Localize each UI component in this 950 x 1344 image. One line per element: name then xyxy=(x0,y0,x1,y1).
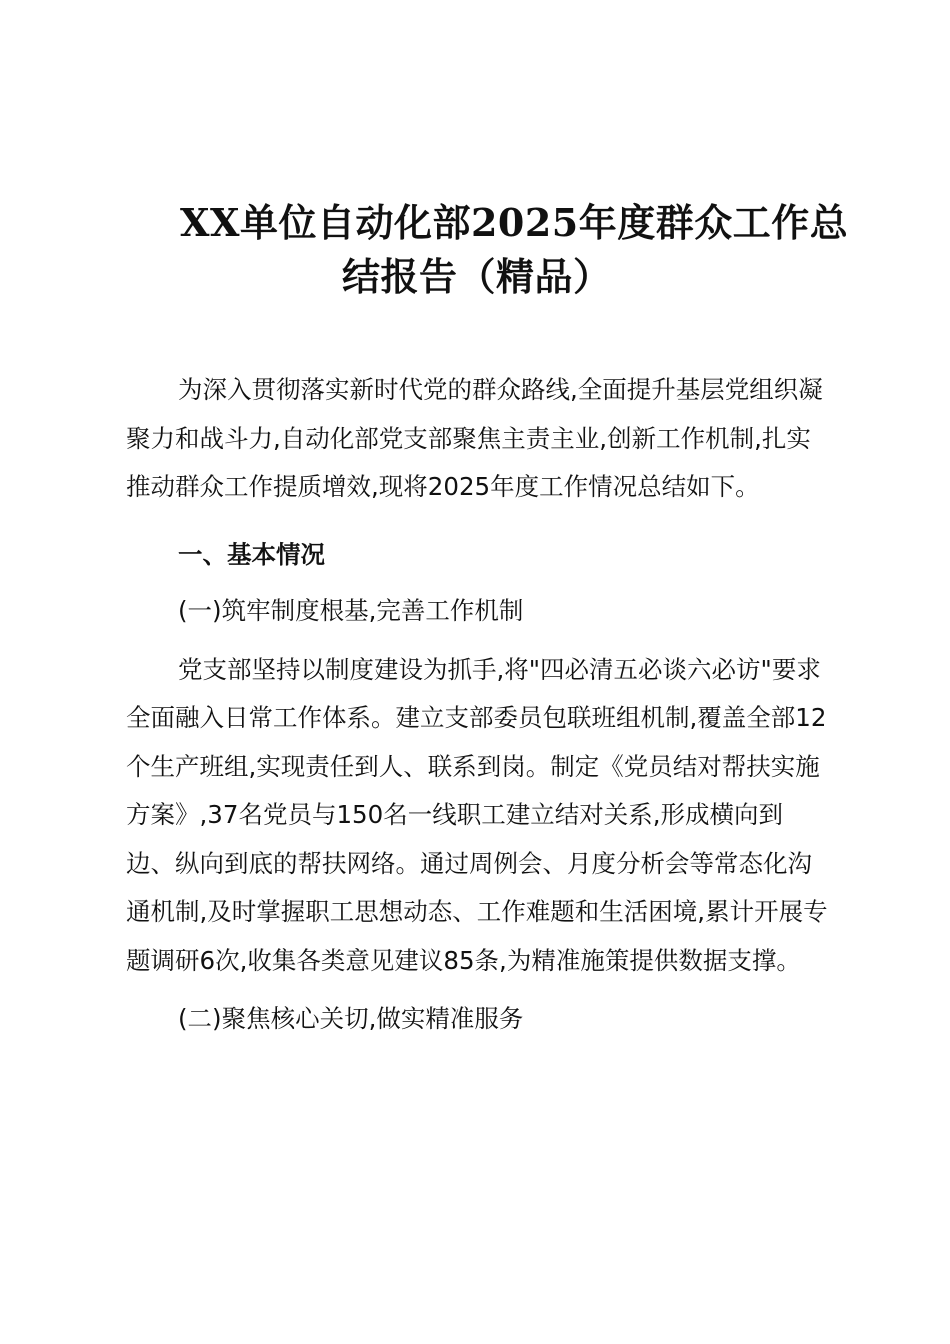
subsection-heading-2: (二)聚焦核心关切,做实精准服务 xyxy=(178,1004,524,1033)
section-heading-basic-situation: 一、基本情况 xyxy=(178,539,325,569)
intro-paragraph: 为深入贯彻落实新时代党的群众路线,全面提升基层党组织凝聚力和战斗力,自动化部党支部聚焦主责主业,创新工作机制,扎实推动群众工作提质增效,现将2025年度工作情况总结如下。 xyxy=(126,375,823,501)
document-title xyxy=(150,196,850,304)
document-body xyxy=(126,366,830,1054)
subsection-1-paragraph: 党支部坚持以制度建设为抓手,将"四必清五必谈六必访"要求全面融入日常工作体系。建立支部委员包联班组机制,覆盖全部12个生产班组,实现责任到人、联系到岗。制定《党员结对帮扶实施方案》,37名党员与150名一线职工建立结对关系,形成横向到边、纵向到底的帮扶网络。通过周例会、月度分析会等常态化沟通机制,及时掌握职工思想动态、工作难题和生活困境,累计开展专题调研6次,收集各类意见建议85条,为精准施策提供数据支撑。 xyxy=(126,654,828,975)
spacer xyxy=(126,512,830,522)
title-line-2: 结报告（精品） xyxy=(342,254,612,299)
subsection-heading-1: (一)筑牢制度根基,完善工作机制 xyxy=(178,596,524,625)
title-line-1: XX单位自动化部2025年度群众工作总 xyxy=(180,200,849,245)
spacer xyxy=(126,985,830,995)
